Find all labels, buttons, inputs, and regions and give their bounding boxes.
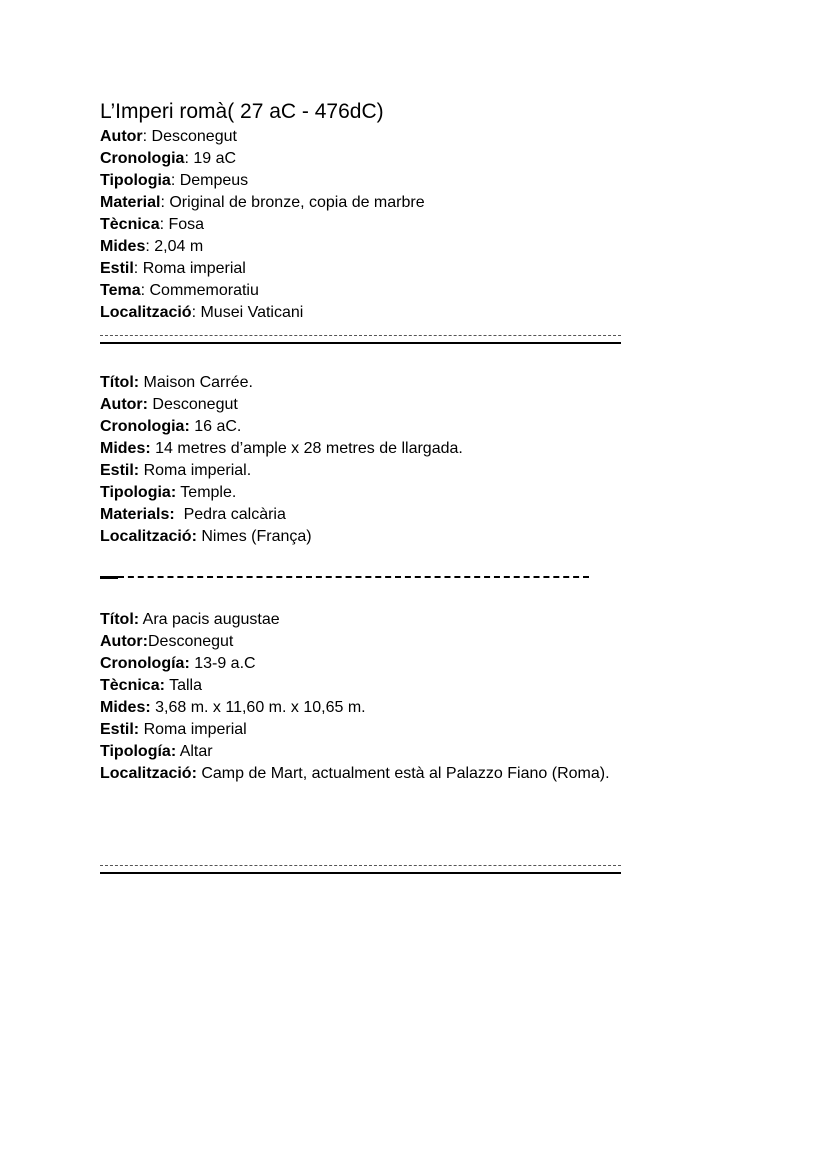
field-location [100, 302, 425, 324]
field-value: Roma imperial. [139, 462, 252, 479]
field-location [100, 763, 610, 785]
field-value: : 19 aC [184, 150, 237, 167]
section-separator [100, 335, 621, 344]
field-value: Desconegut [147, 396, 238, 413]
field-value: : Desconegut [142, 128, 237, 145]
field-label: Localització: [100, 765, 197, 782]
field-typology [100, 170, 425, 192]
field-value: Talla [164, 677, 202, 694]
separator-dashes [100, 335, 621, 342]
field-value: Pedra calcària [174, 506, 286, 523]
field-value: Camp de Mart, actualment està al Palazzo Fiano (Roma). [196, 765, 610, 782]
field-value: 3,68 m. x 11,60 m. x 10,65 m. [150, 699, 366, 716]
field-materials [100, 504, 463, 526]
field-label: Materials: [100, 506, 175, 523]
field-label: Material [100, 194, 161, 211]
field-label: Tema [100, 282, 141, 299]
field-label: Cronología: [100, 655, 190, 672]
field-value: : Roma imperial [133, 260, 246, 277]
artwork-entry-3 [100, 609, 610, 785]
field-chronology [100, 416, 463, 438]
field-size [100, 438, 463, 460]
field-chronology [100, 653, 610, 675]
field-value: : Original de bronze, copia de marbre [160, 194, 425, 211]
field-value: Desconegut [147, 633, 234, 650]
field-label: Tipologia: [100, 484, 177, 501]
field-label: Tècnica: [100, 677, 165, 694]
field-label: Localització: [100, 528, 197, 545]
field-value: : Fosa [159, 216, 205, 233]
field-label: Autor: [100, 633, 148, 650]
field-value: Ara pacis augustae [139, 611, 280, 628]
field-label: Autor [100, 128, 143, 145]
field-label: Estil [100, 260, 134, 277]
field-value: 14 metres d’ample x 28 metres de llargada. [150, 440, 463, 457]
field-title [100, 609, 610, 631]
field-theme [100, 280, 425, 302]
field-label: Estil: [100, 462, 140, 479]
field-label: Tècnica [100, 216, 160, 233]
field-value: : Commemoratiu [140, 282, 259, 299]
field-typology [100, 482, 463, 504]
field-value: 16 aC. [189, 418, 242, 435]
field-size [100, 697, 610, 719]
separator-dash-lead [100, 576, 118, 579]
field-style [100, 258, 425, 280]
artwork-entry-1 [100, 126, 425, 324]
field-label: Títol: [100, 374, 140, 391]
field-value: Nimes (França) [196, 528, 312, 545]
section-separator [100, 865, 621, 874]
artwork-entry-2 [100, 372, 463, 548]
field-location [100, 526, 463, 548]
field-typology [100, 741, 610, 763]
field-label: Tipologia [100, 172, 171, 189]
field-label: Localització [100, 304, 192, 321]
field-value: Altar [176, 743, 213, 760]
field-label: Mides [100, 238, 146, 255]
field-label: Títol: [100, 611, 140, 628]
field-value: : Dempeus [170, 172, 249, 189]
separator-line [100, 872, 621, 874]
field-value: Temple. [176, 484, 237, 501]
field-technique [100, 675, 610, 697]
field-author [100, 394, 463, 416]
field-label: Cronologia: [100, 418, 190, 435]
field-style [100, 460, 463, 482]
field-value: : Musei Vaticani [191, 304, 304, 321]
separator-dashes [118, 576, 589, 578]
field-title [100, 372, 463, 394]
field-technique [100, 214, 425, 236]
field-label: Mides: [100, 440, 151, 457]
field-value: Roma imperial [139, 721, 247, 738]
field-label: Tipología: [100, 743, 177, 760]
field-author [100, 631, 610, 653]
section-separator-bold [100, 576, 589, 580]
field-size [100, 236, 425, 258]
field-author [100, 126, 425, 148]
field-value: : 2,04 m [145, 238, 204, 255]
field-style [100, 719, 610, 741]
field-label: Mides: [100, 699, 151, 716]
separator-dashes [100, 865, 621, 872]
field-value: Maison Carrée. [139, 374, 253, 391]
field-label: Autor: [100, 396, 148, 413]
field-value: 13-9 a.C [189, 655, 256, 672]
field-label: Estil: [100, 721, 140, 738]
separator-line [100, 342, 621, 344]
page-title: L’Imperi romà( 27 aC - 476dC) [100, 100, 384, 123]
field-material [100, 192, 425, 214]
field-label: Cronologia [100, 150, 185, 167]
field-chronology [100, 148, 425, 170]
